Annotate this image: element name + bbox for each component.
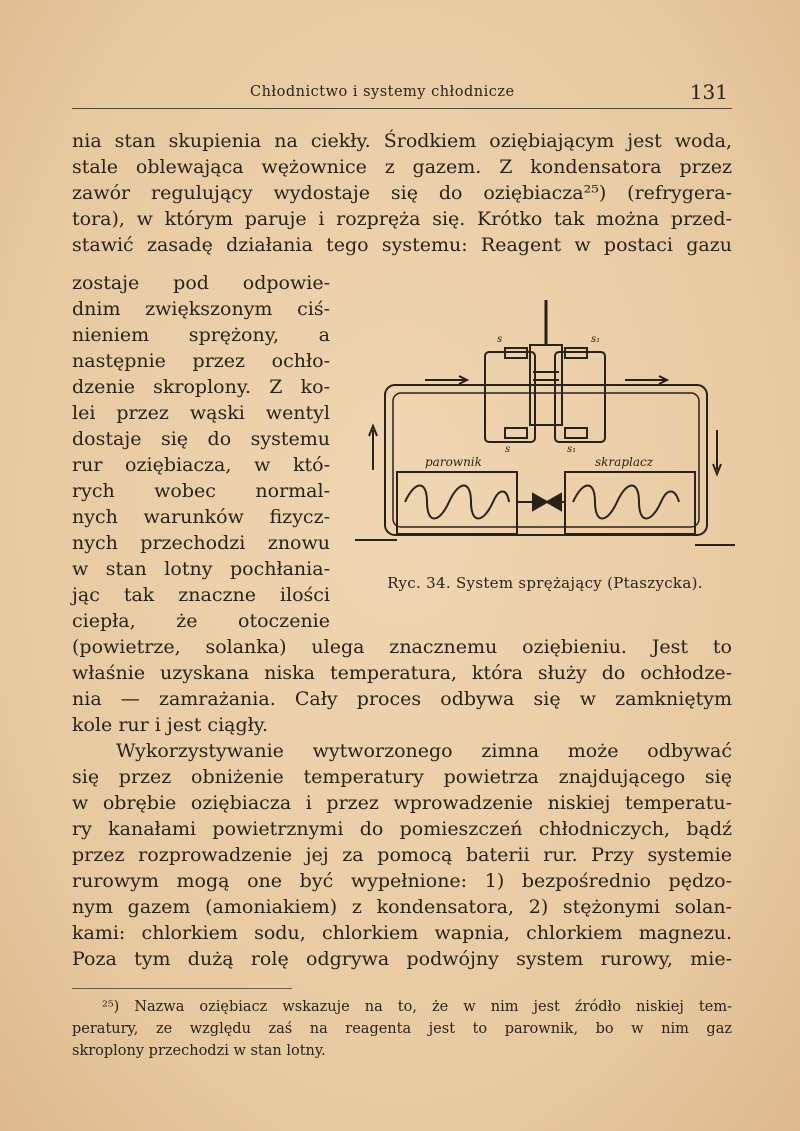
text-line: nych przechodzi znowu bbox=[72, 532, 330, 554]
text-line: kami: chlorkiem sodu, chlorkiem wapnia, chlorkiem magnezu. bbox=[72, 922, 732, 944]
text-line: rurowym mogą one być wypełnione: 1) bezpośrednio pędzo- bbox=[72, 870, 732, 892]
header-rule bbox=[72, 108, 732, 109]
text-line: w stan lotny pochłania- bbox=[72, 558, 330, 580]
text-line: nia — zamrażania. Cały proces odbywa się w zamkniętym bbox=[72, 688, 732, 710]
text-line: ry kanałami powietrznymi do pomieszczeń chłodniczych, bądź bbox=[72, 818, 732, 840]
label-condenser: skraplacz bbox=[595, 455, 654, 469]
text-line: jąc tak znaczne ilości bbox=[72, 584, 330, 606]
text-line: dzenie skroplony. Z ko- bbox=[72, 376, 330, 398]
text-line: nia stan skupienia na ciekły. Środkiem oziębiającym jest woda, bbox=[72, 130, 732, 152]
evaporator-tank bbox=[397, 472, 517, 534]
text-line: przez rozprowadzenie jej za pomocą baterii rur. Przy systemie bbox=[72, 844, 732, 866]
paragraph-1-top bbox=[72, 128, 732, 258]
text-line: stale oblewająca wężownice z gazem. Z kondensatora przez bbox=[72, 156, 732, 178]
footnote-line: ²⁵) Nazwa oziębiacz wskazuje na to, że w nim jest źródło niskiej tem- bbox=[102, 999, 732, 1015]
text-line: się przez obniżenie temperatury powietrza znajdującego się bbox=[72, 766, 732, 788]
text-line: tora), w którym paruje i rozpręża się. Krótko tak można przed- bbox=[72, 208, 732, 230]
text-line: stawić zasadę działania tego systemu: Reagent w postaci gazu bbox=[72, 234, 732, 256]
paragraph-1-wrapped bbox=[72, 270, 330, 634]
text-line: Wykorzystywanie wytworzonego zimna może odbywać bbox=[116, 740, 732, 762]
compression-system-diagram bbox=[355, 290, 735, 570]
text-line: rur oziębiacza, w któ- bbox=[72, 454, 330, 476]
mark-s1: s₁ bbox=[591, 334, 601, 345]
expansion-valve-icon bbox=[533, 494, 561, 510]
condenser-tank bbox=[565, 472, 695, 534]
figure-caption: Ryc. 34. System sprężający (Ptaszycka). bbox=[387, 574, 703, 592]
text-line: nieniem sprężony, a bbox=[72, 324, 330, 346]
figure-compression-system bbox=[355, 290, 735, 620]
text-line: kole rur i jest ciągły. bbox=[72, 714, 269, 736]
text-line: ciepła, że otoczenie bbox=[72, 610, 330, 632]
valve-bottom-right bbox=[565, 428, 587, 438]
page-header bbox=[72, 78, 732, 108]
footnote-rule bbox=[72, 988, 292, 989]
text-line: następnie przez ochło- bbox=[72, 350, 330, 372]
page-number: 131 bbox=[689, 80, 728, 104]
mark-s1-lower: s₁ bbox=[567, 444, 577, 455]
text-line: (powietrze, solanka) ulega znacznemu oziębieniu. Jest to bbox=[72, 636, 732, 658]
text-line: w obrębie oziębiacza i przez wprowadzenie niskiej temperatu- bbox=[72, 792, 732, 814]
footnote-25 bbox=[72, 996, 732, 1062]
text-line: nym gazem (amoniakiem) z kondensatora, 2) stężonymi solan- bbox=[72, 896, 732, 918]
text-line: nych warunków fizycz- bbox=[72, 506, 330, 528]
label-evaporator: parownik bbox=[425, 455, 482, 469]
text-line: właśnie uzyskana niska temperatura, która służy do ochłodze- bbox=[72, 662, 732, 684]
text-line: lei przez wąski wentyl bbox=[72, 402, 330, 424]
mark-s-lower: s bbox=[505, 444, 511, 455]
text-line: rych wobec normal- bbox=[72, 480, 330, 502]
valve-bottom-left bbox=[505, 428, 527, 438]
text-line: dnim zwiększonym ciś- bbox=[72, 298, 330, 320]
footnote-line: skroplony przechodzi w stan lotny. bbox=[72, 1043, 326, 1059]
text-line: dostaje się do systemu bbox=[72, 428, 330, 450]
running-head: Chłodnictwo i systemy chłodnicze bbox=[250, 84, 515, 100]
evaporator-coil bbox=[405, 486, 509, 519]
condenser-coil bbox=[573, 486, 679, 519]
text-line: zostaje pod odpowie- bbox=[72, 272, 330, 294]
paragraph-1-end-and-paragraph-2 bbox=[72, 634, 732, 972]
mark-s: s bbox=[497, 334, 503, 345]
footnote-line: peratury, ze względu zaś na reagenta jest to parownik, bo w nim gaz bbox=[72, 1021, 732, 1037]
text-line: Poza tym dużą rolę odgrywa podwójny system rurowy, mie- bbox=[72, 948, 732, 970]
text-line: zawór regulujący wydostaje się do oziębiacza²⁵) (refrygera- bbox=[72, 182, 732, 204]
